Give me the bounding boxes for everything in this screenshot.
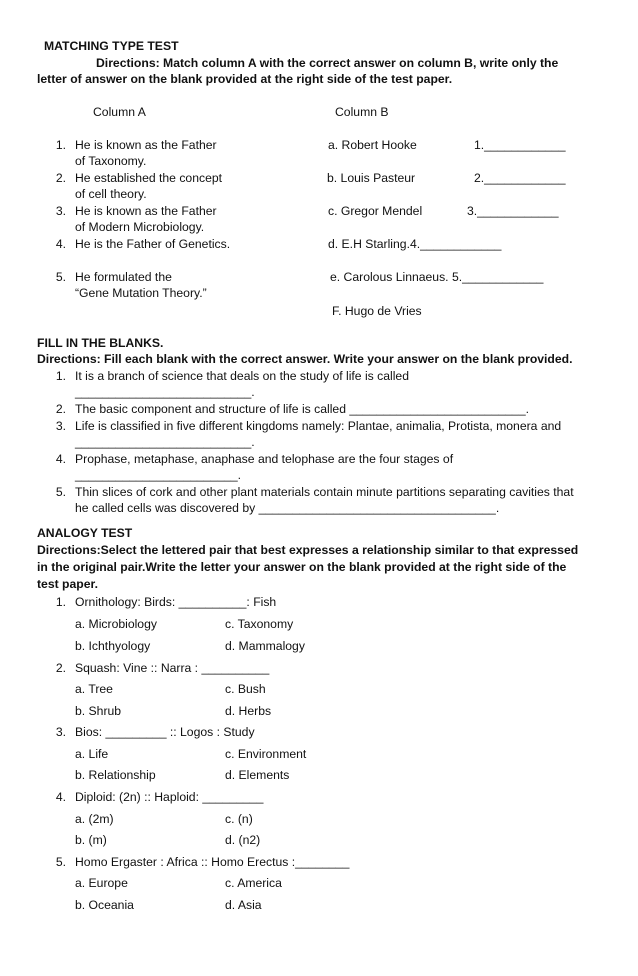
- analogy-directions-line1: Directions:Select the lettered pair that best expresses a relationship similar to that expressed: [37, 543, 579, 557]
- item-text: He is known as the Father: [75, 204, 217, 218]
- item-number: 2.: [55, 402, 66, 416]
- analogy-directions-line3: test paper.: [37, 577, 98, 591]
- item-number: 1.: [55, 595, 66, 609]
- option-c: c. (n): [225, 812, 253, 826]
- choice-text: d. E.H Starling.4.____________: [328, 237, 502, 251]
- answer-blank[interactable]: 3.____________: [467, 204, 559, 218]
- option-d: d. Asia: [225, 898, 262, 912]
- option-b: b. Relationship: [75, 768, 156, 782]
- option-b: b. Shrub: [75, 704, 122, 718]
- item-number: 1.: [55, 138, 66, 152]
- item-text-cont: of cell theory.: [75, 187, 147, 201]
- option-c: c. Taxonomy: [225, 617, 294, 631]
- option-d: d. Herbs: [225, 704, 272, 718]
- item-text: He established the concept: [75, 171, 223, 185]
- choice-text: F. Hugo de Vries: [332, 304, 422, 318]
- question-text: Bios: _________ :: Logos : Study: [75, 725, 255, 739]
- option-d: d. Elements: [225, 768, 290, 782]
- option-a: a. Life: [75, 747, 109, 761]
- option-a: a. Microbiology: [75, 617, 157, 631]
- item-number: 2.: [55, 661, 66, 675]
- item-text: He formulated the: [75, 270, 172, 284]
- item-text-cont: “Gene Mutation Theory.”: [75, 286, 207, 300]
- choice-text: c. Gregor Mendel: [328, 204, 423, 218]
- answer-blank[interactable]: ________________________.: [75, 468, 242, 482]
- item-text-cont: of Modern Microbiology.: [75, 220, 205, 234]
- matching-directions-line1: Directions: Match column A with the correct answer on column B, write only the: [96, 56, 559, 70]
- item-text: Life is classified in five different kingdoms namely: Plantae, animalia, Protista, monera and: [75, 419, 562, 433]
- answer-blank[interactable]: 1.____________: [474, 138, 566, 152]
- item-text-cont: of Taxonomy.: [75, 154, 147, 168]
- answer-blank[interactable]: __________________________.: [75, 435, 255, 449]
- matching-title: MATCHING TYPE TEST: [44, 39, 179, 53]
- fill-title: FILL IN THE BLANKS.: [37, 336, 164, 350]
- matching-directions-line2: letter of answer on the blank provided at the right side of the test paper.: [37, 72, 453, 86]
- item-number: 4.: [55, 237, 66, 251]
- item-number: 3.: [55, 725, 66, 739]
- option-a: a. (2m): [75, 812, 114, 826]
- item-text: It is a branch of science that deals on the study of life is called: [75, 369, 409, 383]
- item-number: 4.: [55, 790, 66, 804]
- item-number: 5.: [55, 485, 66, 499]
- item-text: He is the Father of Genetics.: [75, 237, 231, 251]
- question-text: Homo Ergaster : Africa :: Homo Erectus :________: [75, 855, 350, 869]
- answer-blank[interactable]: 2.____________: [474, 171, 566, 185]
- option-c: c. America: [225, 876, 282, 890]
- option-b: b. (m): [75, 833, 107, 847]
- answer-blank[interactable]: __________________________.: [75, 385, 255, 399]
- column-a-header: Column A: [93, 105, 146, 119]
- column-b-header: Column B: [335, 105, 389, 119]
- analogy-title: ANALOGY TEST: [37, 526, 133, 540]
- item-number: 3.: [55, 204, 66, 218]
- item-number: 2.: [55, 171, 66, 185]
- item-number: 5.: [55, 855, 66, 869]
- choice-text: a. Robert Hooke: [328, 138, 417, 152]
- answer-blank[interactable]: he called cells was discovered by ___________________________________.: [75, 501, 500, 515]
- item-number: 4.: [55, 452, 66, 466]
- choice-text: e. Carolous Linnaeus. 5.____________: [330, 270, 544, 284]
- question-text: Diploid: (2n) :: Haploid: _________: [75, 790, 264, 804]
- item-number: 1.: [55, 369, 66, 383]
- option-c: c. Bush: [225, 682, 266, 696]
- option-c: c. Environment: [225, 747, 307, 761]
- fill-directions: Directions: Fill each blank with the correct answer. Write your answer on the blank provided.: [37, 352, 573, 366]
- analogy-directions-line2: in the original pair.Write the letter your answer on the blank provided at the right side of the: [37, 560, 567, 574]
- option-a: a. Tree: [75, 682, 113, 696]
- option-b: b. Ichthyology: [75, 639, 151, 653]
- option-b: b. Oceania: [75, 898, 134, 912]
- item-number: 5.: [55, 270, 66, 284]
- option-d: d. (n2): [225, 833, 261, 847]
- item-text: Thin slices of cork and other plant materials contain minute partitions separating cavities that: [75, 485, 574, 499]
- item-text: Prophase, metaphase, anaphase and telophase are the four stages of: [75, 452, 454, 466]
- question-text: Squash: Vine :: Narra : __________: [75, 661, 270, 675]
- option-d: d. Mammalogy: [225, 639, 305, 653]
- choice-text: b. Louis Pasteur: [327, 171, 416, 185]
- item-text: The basic component and structure of life is called __________________________.: [75, 402, 529, 416]
- item-number: 3.: [55, 419, 66, 433]
- question-text: Ornithology: Birds: __________: Fish: [75, 595, 277, 609]
- option-a: a. Europe: [75, 876, 128, 890]
- item-text: He is known as the Father: [75, 138, 217, 152]
